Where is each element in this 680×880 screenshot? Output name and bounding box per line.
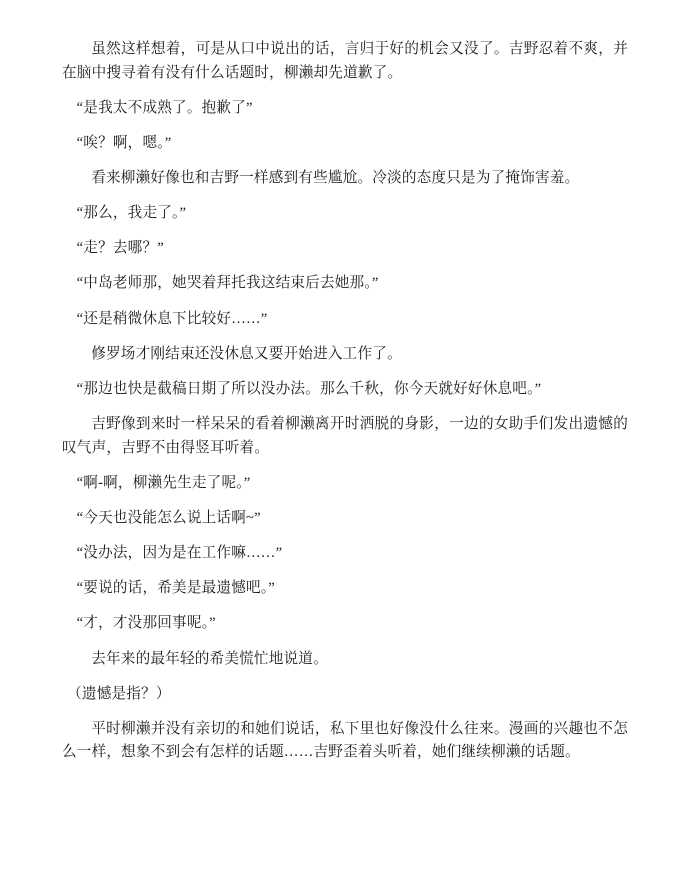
paragraph: 去年来的最年轻的希美慌忙地说道。 <box>91 650 328 667</box>
paragraph: “还是稍微休息下比较好……” <box>76 310 268 327</box>
document-body <box>62 38 628 765</box>
paragraph: “今天也没能怎么说上话啊~” <box>76 509 261 526</box>
paragraph: 平时柳濑并没有亲切的和她们说话，私下里也好像没什么往来。漫画的兴趣也不怎么一样，想象不到会有怎样的话题……吉野歪着头听着，她们继续柳濑的话题。 <box>62 720 628 761</box>
paragraph: 吉野像到来时一样呆呆的看着柳濑离开时洒脱的身影，一边的女助手们发出遗憾的叹气声，吉野不由得竖耳听着。 <box>62 416 628 456</box>
paragraph: “那么，我走了。” <box>76 205 187 222</box>
paragraph: “中岛老师那，她哭着拜托我这结束后去她那。” <box>76 275 379 292</box>
paragraph: “唉？啊，嗯。” <box>76 134 172 151</box>
paragraph: “走？去哪？” <box>76 240 164 257</box>
paragraph: 看来柳濑好像也和吉野一样感到有些尴尬。冷淡的态度只是为了掩饰害羞。 <box>91 170 580 187</box>
paragraph: “啊-啊，柳濑先生走了呢。” <box>76 474 251 491</box>
paragraph: “是我太不成熟了。抱歉了” <box>76 99 253 116</box>
paragraph: 虽然这样想着，可是从口中说出的话，言归于好的机会又没了。吉野忍着不爽，并在脑中搜寻着有没有什么话题时，柳濑却先道歉了。 <box>62 41 628 81</box>
paragraph: “那边也快是截稿日期了所以没办法。那么千秋，你今天就好好休息吧。” <box>76 380 542 397</box>
paragraph: （遗憾是指？） <box>67 685 171 702</box>
paragraph: “没办法，因为是在工作嘛……” <box>76 545 283 562</box>
paragraph: 修罗场才刚结束还没休息又要开始进入工作了。 <box>91 345 402 362</box>
paragraph: “才，才没那回事呢。” <box>76 615 216 632</box>
paragraph: “要说的话，希美是最遗憾吧。” <box>76 580 275 597</box>
